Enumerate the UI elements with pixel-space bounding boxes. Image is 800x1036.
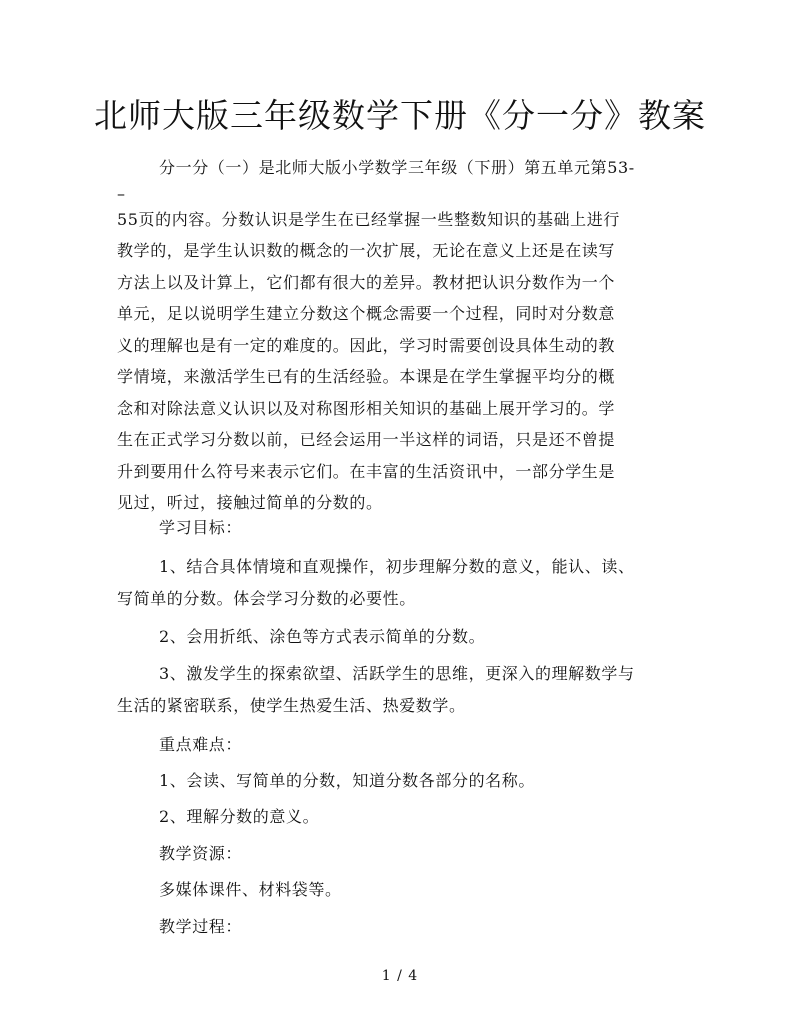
intro-line: 分一分（一）是北师大版小学数学三年级（下册）第五单元第53- bbox=[159, 158, 635, 177]
key-point-1 bbox=[117, 765, 687, 797]
intro-line: 单元，足以说明学生建立分数这个概念需要一个过程，同时对分数意 bbox=[117, 304, 616, 323]
goals-heading bbox=[117, 512, 687, 544]
resources-line: 多媒体课件、材料袋等。 bbox=[159, 880, 342, 899]
goal-2-text: 2、会用折纸、涂色等方式表示简单的分数。 bbox=[159, 627, 486, 646]
intro-line: 升到要用什么符号来表示它们。在丰富的生活资讯中，一部分学生是 bbox=[117, 461, 616, 481]
key-point-2 bbox=[117, 801, 687, 833]
key-points-heading bbox=[117, 729, 687, 761]
goals-heading-text: 学习目标： bbox=[159, 518, 243, 537]
intro-line: 55页的内容。分数认识是学生在已经掌握一些整数知识的基础上进行 bbox=[117, 209, 620, 229]
intro-line: 生在正式学习分数以前，已经会运用一半这样的词语，只是还不曾提 bbox=[117, 430, 616, 449]
document-title: 北师大版三年级数学下册《分一分》教案 bbox=[94, 96, 706, 135]
page-number: 1 / 4 bbox=[381, 968, 419, 984]
goal-1-line: 1、结合具体情境和直观操作，初步理解分数的意义，能认、读、 bbox=[159, 557, 635, 576]
intro-line: 教学的，是学生认识数的概念的一次扩展，无论在意义上还是在读写 bbox=[117, 241, 616, 260]
goal-3 bbox=[117, 658, 687, 721]
intro-line: 学情境，来激活学生已有的生活经验。本课是在学生掌握平均分的概 bbox=[117, 367, 616, 386]
process-heading-text: 教学过程： bbox=[159, 917, 243, 936]
goal-2 bbox=[117, 621, 687, 653]
intro-line: 义的理解也是有一定的难度的。因此，学习时需要创设具体生动的教 bbox=[117, 335, 616, 355]
process-heading bbox=[117, 911, 687, 943]
intro-line: – bbox=[117, 183, 126, 203]
intro-line: 见过，听过，接触过简单的分数的。 bbox=[117, 493, 383, 512]
resources-heading bbox=[117, 838, 687, 870]
key-points-heading-text: 重点难点： bbox=[159, 735, 243, 754]
resources-heading-text: 教学资源： bbox=[159, 844, 243, 863]
intro-line: 方法上以及计算上，它们都有很大的差异。教材把认识分数作为一个 bbox=[117, 272, 616, 292]
key-point-2-text: 2、理解分数的意义。 bbox=[159, 807, 320, 826]
intro-line: 念和对除法意义认识以及对称图形相关知识的基础上展开学习的。学 bbox=[117, 398, 616, 418]
key-point-1-text: 1、会读、写简单的分数，知道分数各部分的名称。 bbox=[159, 771, 535, 790]
resources-text bbox=[117, 874, 687, 906]
goal-1-line: 写简单的分数。体会学习分数的必要性。 bbox=[117, 588, 416, 608]
intro-paragraph bbox=[117, 152, 687, 519]
goal-3-line: 生活的紧密联系，使学生热爱生活、热爱数学。 bbox=[117, 695, 466, 715]
goal-1 bbox=[117, 551, 687, 614]
goal-3-line: 3、激发学生的探索欲望、活跃学生的思维，更深入的理解数学与 bbox=[159, 664, 635, 683]
